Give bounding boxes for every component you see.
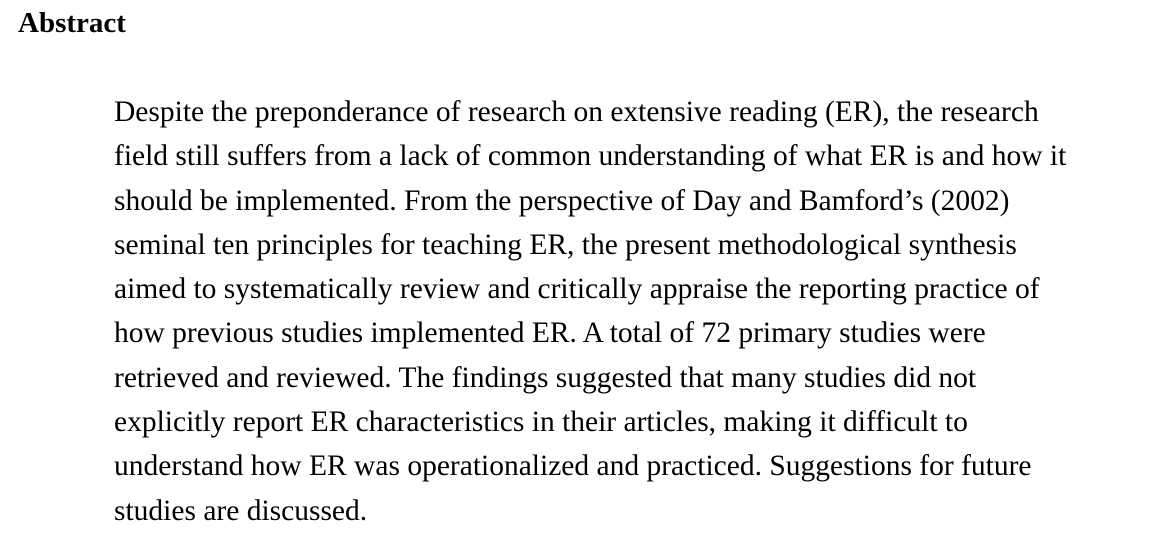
abstract-line: studies are discussed. — [114, 494, 368, 527]
abstract-line: should be implemented. From the perspective of Day and Bamford’s (2002) — [114, 184, 1010, 217]
abstract-line: Despite the preponderance of research on extensive reading (ER), the research — [114, 96, 1039, 128]
abstract-heading: Abstract — [18, 7, 126, 39]
abstract-line: seminal ten principles for teaching ER, the present methodological synthesis — [114, 228, 1017, 261]
abstract-line: aimed to systematically review and critically appraise the reporting practice of — [114, 273, 1040, 306]
abstract-line: field still suffers from a lack of common understanding of what ER is and how it — [114, 140, 1067, 173]
abstract-line: explicitly report ER characteristics in their articles, making it difficult to — [114, 406, 968, 439]
abstract-line: retrieved and reviewed. The findings suggested that many studies did not — [114, 361, 977, 394]
abstract-line: how previous studies implemented ER. A total of 72 primary studies were — [114, 317, 986, 350]
abstract-line: understand how ER was operationalized and practiced. Suggestions for future — [114, 450, 1032, 483]
abstract-body — [114, 90, 1164, 533]
